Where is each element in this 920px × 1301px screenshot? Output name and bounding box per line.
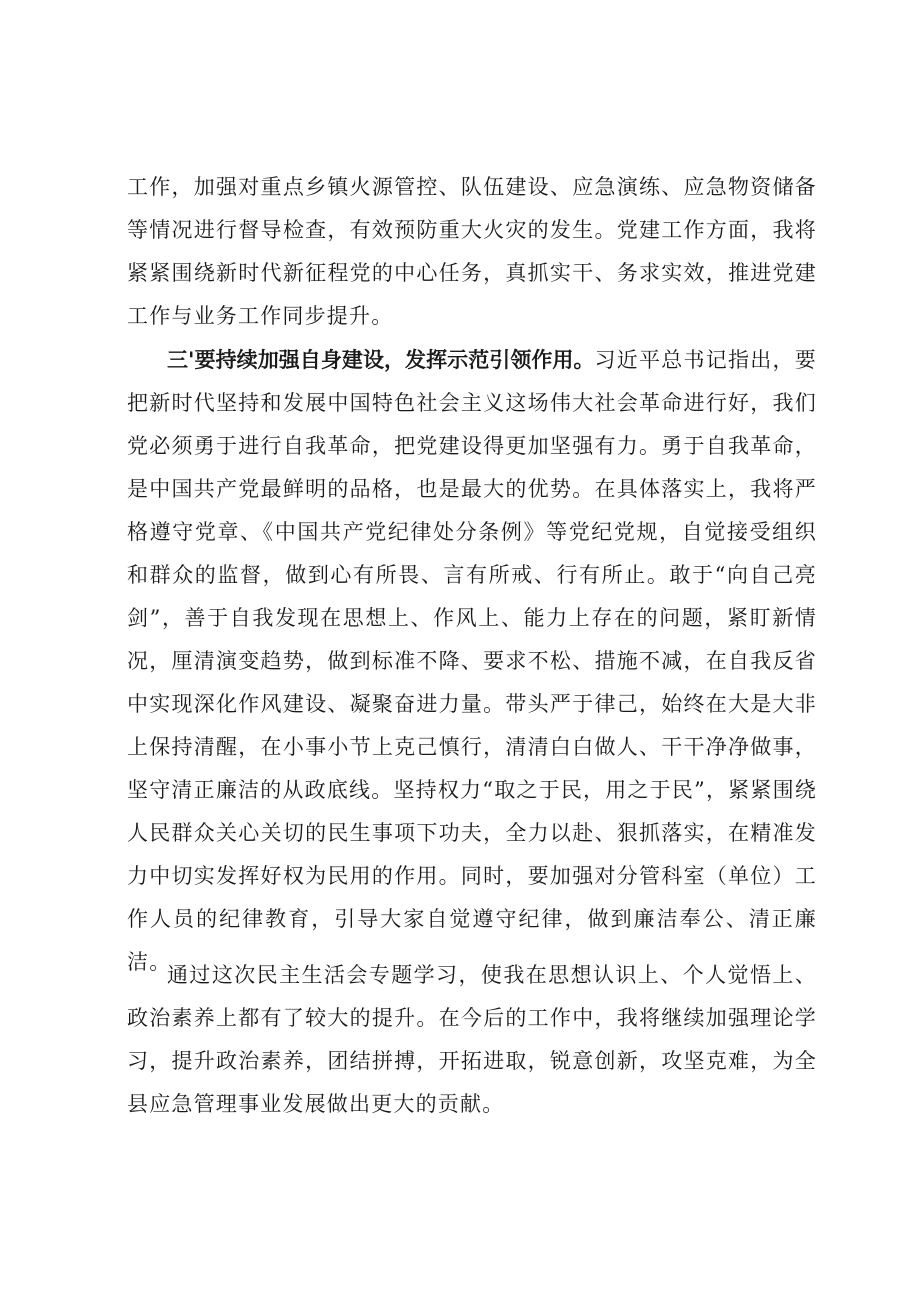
paragraph-continuation xyxy=(127,166,817,338)
paragraph-text: 习近平总书记指出，要把新时代坚持和发展中国特色社会主义这场伟大社会革命进行好，我们党必须勇于进行自我革命，把党建设得更加坚强有力。勇于自我革命，是中国共产党最鲜明的品格，也是最大的优势。在具体落实上，我将严格遵守党章、《中国共产党纪律处分条例》等党纪党规，自觉接受组织和群众的监督，做到心有所畏、言有所戒、行有所止。敢于“向自己亮剑”，善于自我发现在思想上、作风上、能力上存在的问题，紧盯新情况，厘清演变趋势，做到标准不降、要求不松、措施不减，在自我反省中实现深化作风建设、凝聚奋进力量。带头严于律己，始终在大是大非上保持清醒，在小事小节上克己慎行，清清白白做人、干干净净做事，坚守清正廉洁的从政底线。坚持权力“取之于民，用之于民”，紧紧围绕人民群众关心关切的民生事项下功夫，全力以赴、狠抓落实，在精准发力中切实发挥好权为民用的作用。同时，要加强对分管科室（单位）工作人员的纪律教育，引导大家自觉遵守纪律，做到廉洁奉公、清正廉洁。 xyxy=(127,348,817,974)
paragraph-conclusion xyxy=(127,954,817,1126)
section-heading: 三'要持续加强自身建设，发挥示范引领作用。 xyxy=(167,348,595,372)
paragraph-text: 工作，加强对重点乡镇火源管控、队伍建设、应急演练、应急物资储备等情况进行督导检查，有效预防重大火灾的发生。党建工作方面，我将紧紧围绕新时代新征程党的中心任务，真抓实干、务求实效，推进党建工作与业务工作同步提升。 xyxy=(127,175,817,328)
paragraph-section-three xyxy=(127,339,817,984)
paragraph-text: 通过这次民主生活会专题学习，使我在思想认识上、个人觉悟上、政治素养上都有了较大的提升。在今后的工作中，我将继续加强理论学习，提升政治素养，团结拼搏，开拓进取，锐意创新，攻坚克难，为全县应急管理事业发展做出更大的贡献。 xyxy=(127,963,817,1116)
